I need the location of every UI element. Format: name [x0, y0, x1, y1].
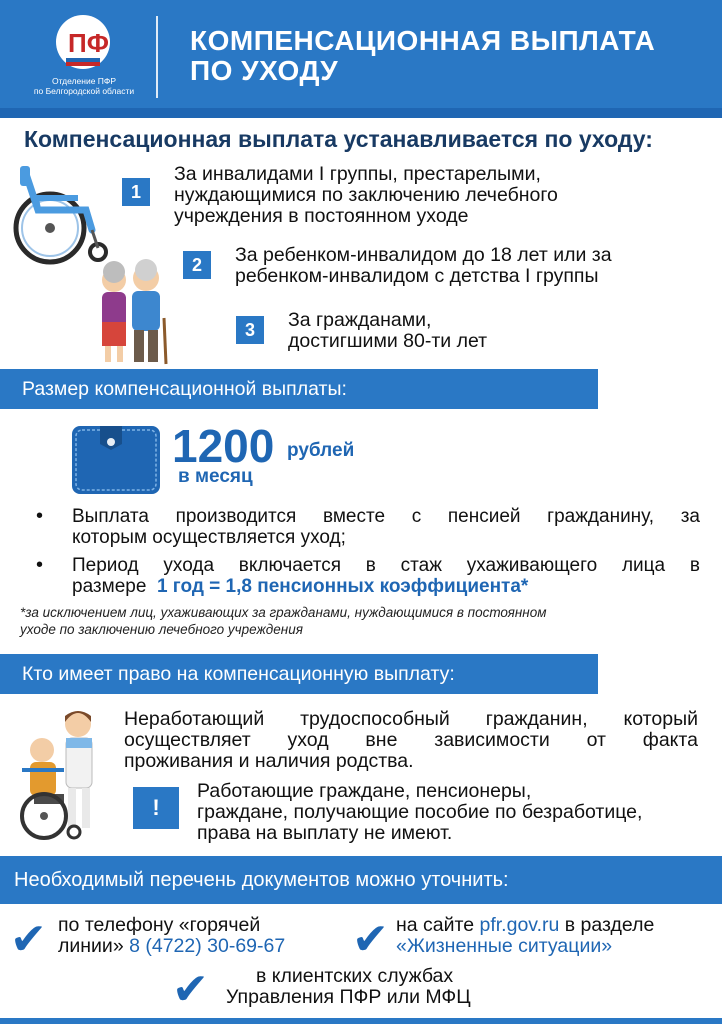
section-heading-eligibility — [0, 654, 598, 694]
care-item-1-line: За инвалидами I группы, престарелыми, — [174, 163, 541, 185]
life-situations-link[interactable]: «Жизненные ситуации» — [396, 935, 613, 957]
bullet-2-prefix: размере — [72, 576, 157, 597]
phone-prefix: линии» — [58, 935, 130, 957]
care-item-3 — [288, 310, 688, 352]
item-number-3: 3 — [236, 316, 264, 344]
elderly-couple-icon — [92, 258, 172, 368]
pfr-website-link[interactable]: pfr.gov.ru — [479, 914, 560, 936]
footnote-line: уходе по заключению лечебного учреждения — [20, 622, 303, 637]
site-line-1 — [396, 915, 716, 936]
not-eligible-description — [197, 781, 707, 844]
footnote-line: *за исключением лиц, ухаживающих за гражданами, нуждающимися в постоянном — [20, 605, 547, 620]
section-heading-care-types: Компенсационная выплата устанавливается по уходу: — [24, 126, 653, 152]
title-line-2: ПО УХОДУ — [190, 55, 339, 86]
care-item-2 — [235, 245, 705, 287]
checkmark-icon: ✔ — [352, 915, 389, 964]
site-suffix: в разделе — [559, 914, 655, 936]
section-heading-documents-text: Необходимый перечень документов можно уточнить: — [14, 868, 509, 891]
eligible-line: Неработающий трудоспособный гражданин, который — [124, 708, 698, 730]
warning-badge: ! — [133, 787, 179, 829]
care-item-1-line: учреждения в постоянном уходе — [174, 205, 469, 227]
header-stripe — [0, 108, 722, 118]
bullet-2-line-2 — [72, 576, 700, 597]
bullet-2-line: Период ухода включается в стаж ухаживающего лица в — [72, 555, 700, 576]
office-line-1: в клиентских службах — [256, 965, 454, 987]
title-line-1: КОМПЕНСАЦИОННАЯ ВЫПЛАТА — [190, 25, 656, 56]
section-heading-eligibility-text: Кто имеет право на компенсационную выплату: — [22, 662, 455, 685]
not-eligible-line: Работающие граждане, пенсионеры, — [197, 780, 532, 802]
pension-coefficient-highlight: 1 год = 1,8 пенсионных коэффициента* — [156, 576, 529, 597]
wallet-icon — [70, 420, 162, 498]
care-item-2-line: За ребенком-инвалидом до 18 лет или за — [235, 244, 612, 266]
svg-text:ПФ: ПФ — [68, 28, 109, 58]
phone-line-1: по телефону «горячей — [58, 914, 261, 936]
payment-amount: 1200 — [172, 420, 275, 472]
payment-period: в месяц — [178, 466, 253, 487]
section-heading-amount-text: Размер компенсационной выплаты: — [22, 377, 347, 400]
checkmark-icon: ✔ — [10, 915, 47, 964]
wheelchair-icon — [8, 160, 118, 268]
care-item-1 — [174, 164, 704, 227]
not-eligible-line: права на выплату не имеют. — [197, 822, 453, 844]
item-number-1: 1 — [122, 178, 150, 206]
care-item-2-line: ребенком-инвалидом с детства I группы — [235, 265, 599, 287]
bullet-item-2 — [72, 555, 700, 597]
care-item-3-line: За гражданами, — [288, 309, 432, 331]
eligible-line: проживания и наличия родства. — [124, 750, 414, 772]
eligible-line: осуществляет уход вне зависимости от факта — [124, 729, 698, 751]
office-line-2: Управления ПФР или МФЦ — [226, 986, 471, 1008]
footnote — [20, 604, 710, 638]
site-prefix: на сайте — [396, 914, 480, 936]
org-line-1: Отделение ПФР — [51, 76, 117, 86]
bullet-1-line: Выплата производится вместе с пенсией гражданину, за — [72, 506, 700, 527]
hotline-phone-number[interactable]: 8 (4722) 30-69-67 — [129, 935, 286, 957]
bullet-item-1 — [72, 506, 700, 548]
care-item-3-line: достигшими 80-ти лет — [288, 330, 488, 352]
eligible-description — [124, 709, 698, 772]
care-item-1-line: нуждающимися по заключению лечебного — [174, 184, 558, 206]
bullet-dot: • — [36, 505, 44, 527]
checkmark-icon: ✔ — [172, 965, 209, 1014]
org-line-2: по Белгородской области — [33, 86, 135, 96]
bullet-dot: • — [36, 554, 44, 576]
organization-name — [14, 76, 154, 96]
bullet-1-line: которым осуществляется уход; — [72, 527, 346, 548]
item-number-2: 2 — [183, 251, 211, 279]
contact-website — [396, 915, 716, 957]
bottom-border — [0, 1018, 722, 1024]
phone-line-2 — [58, 936, 358, 957]
page-title — [190, 26, 710, 86]
caregiver-icon — [8, 706, 118, 842]
payment-currency: рублей — [287, 440, 355, 461]
not-eligible-line: граждане, получающие пособие по безработице, — [197, 801, 643, 823]
section-heading-documents — [0, 856, 722, 904]
contact-phone — [58, 915, 358, 957]
header-divider — [156, 16, 158, 98]
section-heading-amount — [0, 369, 598, 409]
contact-office — [226, 966, 586, 1008]
